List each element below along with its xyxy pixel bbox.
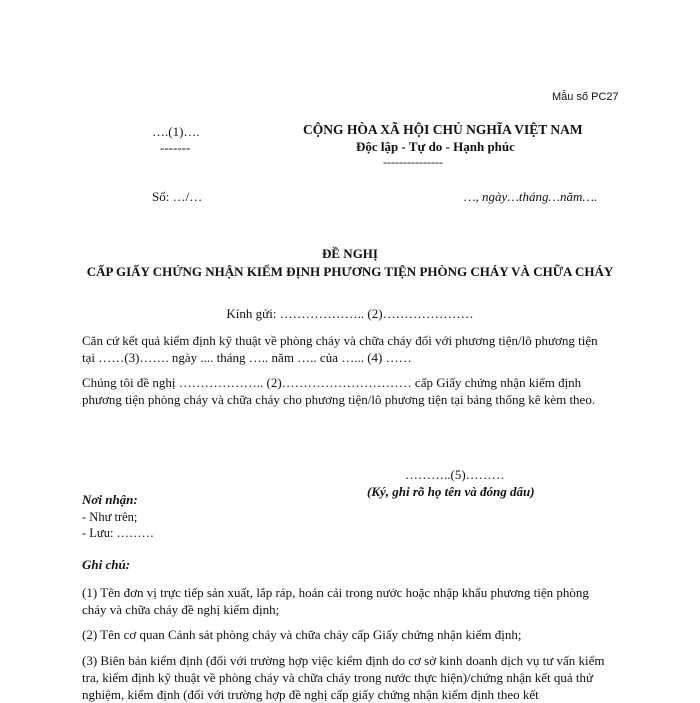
national-title: CỘNG HÒA XÃ HỘI CHỦ NGHĨA VIỆT NAM [303, 122, 583, 137]
body-paragraph-1: Căn cứ kết quả kiểm định kỹ thuật về phòng cháy và chữa cháy đối với phương tiện/lô phương tiện tại ……(3)……. ngày .... tháng ….. năm ….. của …... (4) …… [82, 333, 598, 365]
recipient-line: Kính gửi: ……………….. (2)………………… [226, 306, 474, 321]
national-motto: Độc lập - Tự do - Hạnh phúc [356, 139, 515, 154]
recipients-item: - Như trên; [82, 510, 138, 524]
signature-placeholder: ………..(5)……… [405, 467, 505, 482]
recipients-item: - Lưu: ……… [82, 526, 155, 540]
document-title: ĐỀ NGHỊ [322, 246, 378, 261]
issuing-org-placeholder: ….(1)…. [152, 124, 200, 139]
reference-number: Số: …/… [152, 189, 203, 204]
signature-instruction: (Ký, ghi rõ họ tên và đóng dấu) [367, 484, 535, 499]
body-paragraph-2: Chúng tôi đề nghị ……………….. (2)………………………… cấp Giấy chứng nhận kiểm định phương tiện phòng cháy và chữa cháy cho phương tiện/lô phương tiện tại bảng thống kê kèm theo. [82, 375, 596, 407]
motto-underline: --------------- [383, 155, 443, 169]
note-item-3: (3) Biên bản kiểm định (đối với trường hợp việc kiểm định do cơ sở kinh doanh dịch vụ tư vấn kiểm tra, kiểm định kỹ thuật về phòng cháy và chữa cháy trong nước thực hiện)/chứng nhận kết quả thử nghiệm, kiểm định (đối với trường hợp đề nghị cấp giấy chứng nhận kiểm định theo kết [82, 653, 605, 702]
date-line: …, ngày…tháng…năm…. [464, 189, 598, 204]
notes-heading: Ghi chú: [82, 557, 131, 572]
note-item-1: (1) Tên đơn vị trực tiếp sản xuất, lắp ráp, hoán cải trong nước hoặc nhập khẩu phương tiện phòng cháy và chữa cháy đề nghị kiểm định; [82, 585, 589, 617]
document-subtitle: CẤP GIẤY CHỨNG NHẬN KIỂM ĐỊNH PHƯƠNG TIỆN PHÒNG CHÁY VÀ CHỮA CHÁY [86, 264, 614, 279]
issuing-org-underline: ------- [160, 140, 191, 155]
note-item-2: (2) Tên cơ quan Cảnh sát phòng cháy và chữa cháy cấp Giấy chứng nhận kiểm định; [82, 627, 522, 642]
form-number: Mẫu số PC27 [552, 91, 619, 103]
recipients-heading: Nơi nhận: [82, 492, 138, 507]
